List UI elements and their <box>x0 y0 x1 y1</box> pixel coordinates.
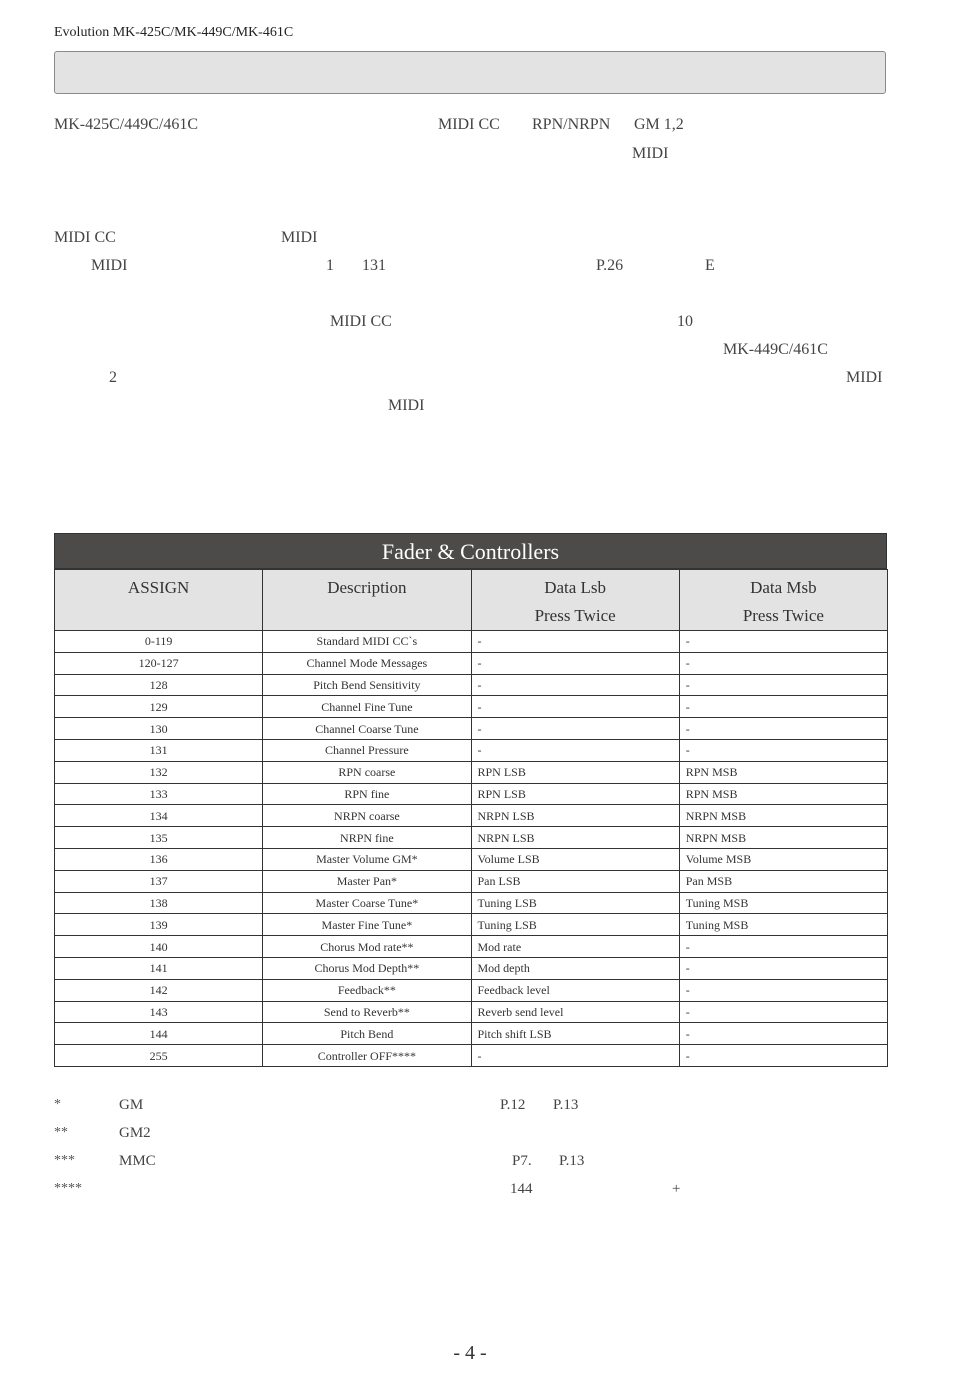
cell-data-msb: RPN MSB <box>679 761 887 783</box>
table-header-row <box>55 570 888 631</box>
cell-assign: 140 <box>55 936 263 958</box>
body-fragment: MIDI <box>388 397 425 414</box>
document-header: Evolution MK-425C/MK-449C/MK-461C <box>54 25 294 40</box>
body-fragment: 1 <box>326 257 334 274</box>
cell-data-msb: - <box>679 1001 887 1023</box>
table-row <box>55 1001 888 1023</box>
cell-data-lsb: NRPN LSB <box>471 805 679 827</box>
footnote-mark: ** <box>54 1125 68 1140</box>
cell-description: Master Pan* <box>263 870 471 892</box>
cell-data-lsb: - <box>471 631 679 653</box>
table-row <box>55 827 888 849</box>
cell-data-lsb: - <box>471 674 679 696</box>
header-assign: ASSIGN <box>55 570 263 631</box>
cell-data-msb: Volume MSB <box>679 848 887 870</box>
body-fragment: MIDI CC <box>330 313 392 330</box>
cell-data-msb: NRPN MSB <box>679 827 887 849</box>
cell-description: Channel Mode Messages <box>263 652 471 674</box>
body-fragment: MIDI <box>846 369 883 386</box>
cell-data-lsb: - <box>471 739 679 761</box>
table-row <box>55 761 888 783</box>
footnote-text: P.13 <box>553 1097 579 1113</box>
footnote-text: P.12 <box>500 1097 526 1113</box>
body-fragment: MIDI <box>281 229 318 246</box>
cell-assign: 144 <box>55 1023 263 1045</box>
body-fragment: 131 <box>362 257 386 274</box>
table-row <box>55 805 888 827</box>
cell-data-lsb: NRPN LSB <box>471 827 679 849</box>
cell-data-msb: - <box>679 739 887 761</box>
table-row <box>55 957 888 979</box>
table-row <box>55 914 888 936</box>
cell-assign: 130 <box>55 718 263 740</box>
cell-data-msb: - <box>679 1045 887 1067</box>
footnote-mark: **** <box>54 1181 82 1196</box>
cell-data-lsb: - <box>471 696 679 718</box>
cell-data-msb: - <box>679 631 887 653</box>
cell-assign: 129 <box>55 696 263 718</box>
table-row <box>55 1023 888 1045</box>
body-fragment: MK-425C/449C/461C <box>54 116 199 133</box>
cell-assign: 128 <box>55 674 263 696</box>
cell-description: Chorus Mod rate** <box>263 936 471 958</box>
footnote-mark: * <box>54 1097 61 1112</box>
cell-assign: 135 <box>55 827 263 849</box>
cell-data-msb: Tuning MSB <box>679 892 887 914</box>
table-row <box>55 783 888 805</box>
footnote-text: GM2 <box>119 1125 151 1141</box>
cell-description: Send to Reverb** <box>263 1001 471 1023</box>
cell-assign: 133 <box>55 783 263 805</box>
table-row <box>55 631 888 653</box>
table-title: Fader & Controllers <box>54 533 887 569</box>
body-fragment: 10 <box>677 313 693 330</box>
cell-description: Pitch Bend <box>263 1023 471 1045</box>
table-row <box>55 936 888 958</box>
cell-data-lsb: Pitch shift LSB <box>471 1023 679 1045</box>
body-fragment: MIDI <box>91 257 128 274</box>
cell-assign: 142 <box>55 979 263 1001</box>
cell-assign: 139 <box>55 914 263 936</box>
table-row <box>55 979 888 1001</box>
cell-description: RPN coarse <box>263 761 471 783</box>
cell-assign: 141 <box>55 957 263 979</box>
cell-description: Controller OFF**** <box>263 1045 471 1067</box>
cell-assign: 120-127 <box>55 652 263 674</box>
body-fragment: MIDI <box>632 145 669 162</box>
cell-assign: 255 <box>55 1045 263 1067</box>
cell-data-msb: - <box>679 674 887 696</box>
cell-assign: 137 <box>55 870 263 892</box>
cell-description: Master Coarse Tune* <box>263 892 471 914</box>
cell-description: Channel Fine Tune <box>263 696 471 718</box>
cell-assign: 132 <box>55 761 263 783</box>
body-fragment: MIDI CC <box>438 116 500 133</box>
table-row <box>55 870 888 892</box>
section-title-bar <box>54 51 886 94</box>
cell-description: Chorus Mod Depth** <box>263 957 471 979</box>
cell-data-lsb: Volume LSB <box>471 848 679 870</box>
cell-data-msb: - <box>679 718 887 740</box>
cell-data-lsb: Mod depth <box>471 957 679 979</box>
body-fragment: E <box>705 257 715 274</box>
cell-assign: 138 <box>55 892 263 914</box>
header-data-msb: Data Msb Press Twice <box>679 570 887 631</box>
table-body <box>55 631 888 1067</box>
footnote-text: P.13 <box>559 1153 585 1169</box>
cell-assign: 131 <box>55 739 263 761</box>
cell-data-lsb: - <box>471 718 679 740</box>
cell-data-msb: - <box>679 696 887 718</box>
table-row <box>55 848 888 870</box>
header-data-lsb: Data Lsb Press Twice <box>471 570 679 631</box>
cell-assign: 143 <box>55 1001 263 1023</box>
header-description: Description <box>263 570 471 631</box>
cell-data-msb: Tuning MSB <box>679 914 887 936</box>
cell-assign: 134 <box>55 805 263 827</box>
cell-assign: 136 <box>55 848 263 870</box>
cell-description: NRPN fine <box>263 827 471 849</box>
body-fragment: GM 1,2 <box>634 116 684 133</box>
fader-controllers-table <box>54 533 887 1067</box>
table-row <box>55 739 888 761</box>
cell-data-msb: RPN MSB <box>679 783 887 805</box>
cell-data-lsb: Tuning LSB <box>471 892 679 914</box>
footnote-text: MMC <box>119 1153 156 1169</box>
footnote-text: P7. <box>512 1153 532 1169</box>
cell-data-msb: - <box>679 1023 887 1045</box>
cell-data-lsb: Feedback level <box>471 979 679 1001</box>
body-fragment: MIDI CC <box>54 229 116 246</box>
cell-data-msb: Pan MSB <box>679 870 887 892</box>
cell-description: Pitch Bend Sensitivity <box>263 674 471 696</box>
cell-description: Feedback** <box>263 979 471 1001</box>
cell-data-msb: NRPN MSB <box>679 805 887 827</box>
cell-description: Master Fine Tune* <box>263 914 471 936</box>
cell-data-lsb: - <box>471 1045 679 1067</box>
page-number: - 4 - <box>453 1342 487 1364</box>
cell-data-msb: - <box>679 957 887 979</box>
body-fragment: 2 <box>109 369 117 386</box>
footnote-text: GM <box>119 1097 144 1113</box>
cell-description: Master Volume GM* <box>263 848 471 870</box>
cell-data-lsb: Mod rate <box>471 936 679 958</box>
body-fragment: P.26 <box>596 257 624 274</box>
cell-data-msb: - <box>679 979 887 1001</box>
cell-data-lsb: Pan LSB <box>471 870 679 892</box>
cell-data-lsb: Reverb send level <box>471 1001 679 1023</box>
table-row <box>55 1045 888 1067</box>
cell-data-msb: - <box>679 652 887 674</box>
cell-data-lsb: Tuning LSB <box>471 914 679 936</box>
table-row <box>55 718 888 740</box>
cell-data-lsb: RPN LSB <box>471 783 679 805</box>
body-fragment: MK-449C/461C <box>723 341 828 358</box>
cell-description: RPN fine <box>263 783 471 805</box>
table-row <box>55 696 888 718</box>
cell-data-lsb: - <box>471 652 679 674</box>
cell-description: Channel Coarse Tune <box>263 718 471 740</box>
table-row <box>55 892 888 914</box>
footnote-mark: *** <box>54 1153 75 1168</box>
cell-data-msb: - <box>679 936 887 958</box>
footnote-text: 144 <box>510 1181 533 1197</box>
cell-description: Channel Pressure <box>263 739 471 761</box>
cell-data-lsb: RPN LSB <box>471 761 679 783</box>
table-row <box>55 652 888 674</box>
footnote-text: + <box>672 1181 681 1197</box>
cell-description: Standard MIDI CC`s <box>263 631 471 653</box>
body-fragment: RPN/NRPN <box>532 116 611 133</box>
cell-description: NRPN coarse <box>263 805 471 827</box>
cell-assign: 0-119 <box>55 631 263 653</box>
table-row <box>55 674 888 696</box>
